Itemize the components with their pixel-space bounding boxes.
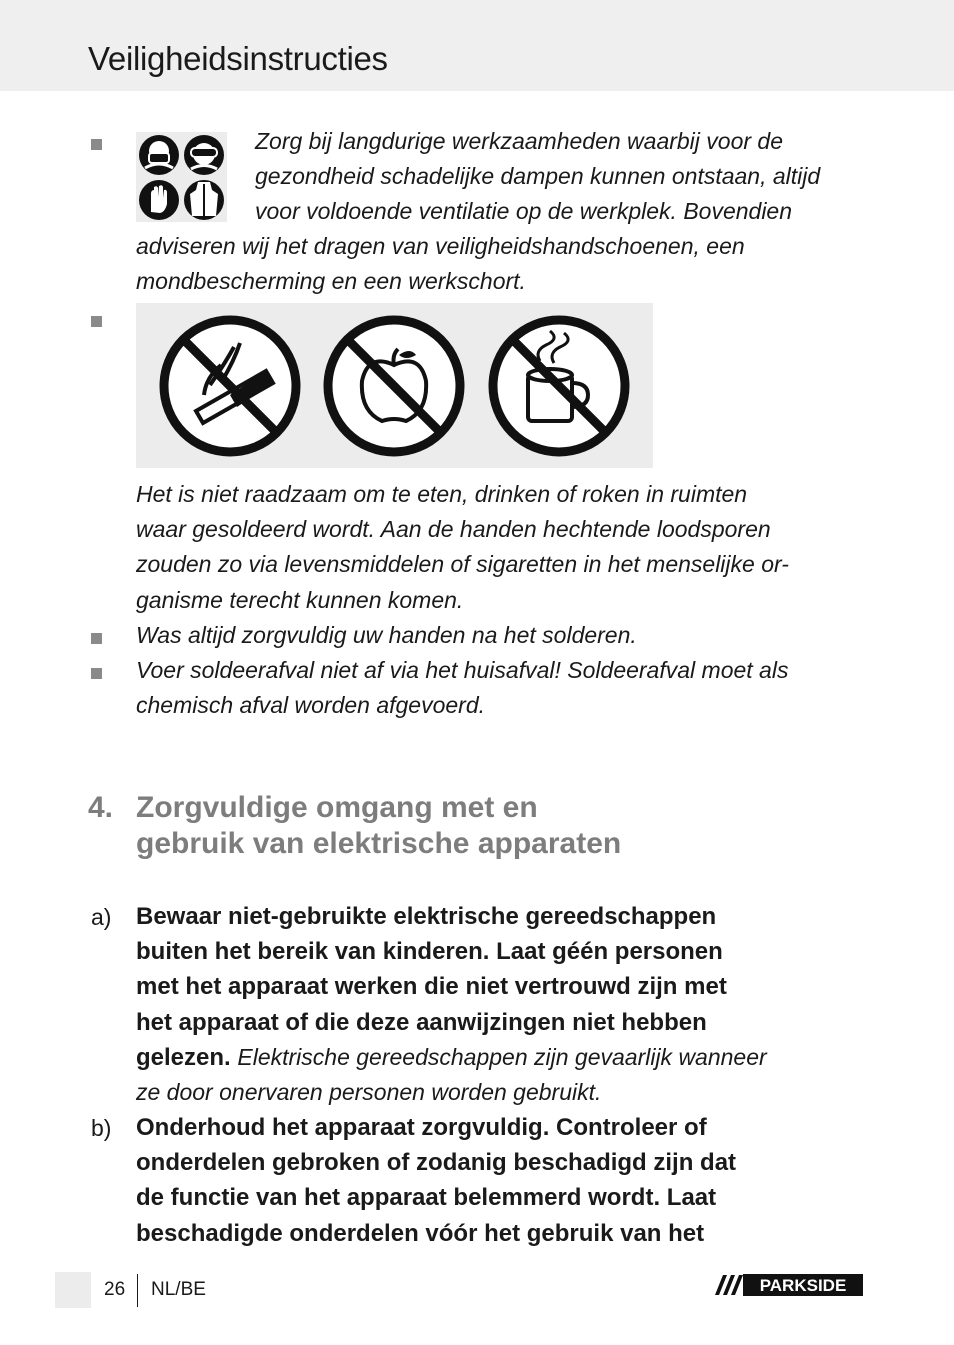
page-number: 26	[104, 1279, 126, 1300]
work-apron-icon	[184, 180, 224, 220]
bullet-marker	[91, 316, 102, 327]
bold-line: met het apparaat werken die niet vertrouwd zijn met	[136, 973, 727, 1001]
bullet-marker	[91, 633, 102, 644]
item-label-a: a)	[91, 904, 112, 930]
parkside-logo	[713, 1274, 863, 1296]
text-line: Zorg bij langdurige werkzaamheden waarbij voor de	[255, 128, 784, 154]
text-line: Voer soldeerafval niet af via het huisafval! Soldeerafval moet als	[136, 657, 789, 683]
text-line: voor voldoende ventilatie op de werkplek. Bovendien	[255, 198, 793, 225]
item-label-b: b)	[91, 1115, 112, 1141]
text-line: mondbescherming en een werkschort.	[136, 268, 526, 295]
item-a-body	[136, 899, 866, 1110]
safety-item-3-text	[136, 618, 637, 653]
section-number: 4.	[88, 791, 114, 824]
page-title: Veiligheidsinstructies	[88, 40, 388, 77]
bold-line: Onderhoud het apparaat zorgvuldig. Controleer of	[136, 1114, 707, 1141]
bold-line: beschadigde onderdelen vóór het gebruik van het	[136, 1219, 705, 1247]
face-mask-icon	[139, 135, 179, 175]
bullet-marker	[91, 668, 102, 679]
bold-fragment: gelezen.	[136, 1043, 231, 1071]
language-code: NL/BE	[151, 1279, 206, 1300]
italic-fragment: Elektrische gereedschappen zijn gevaarlijk wanneer	[237, 1043, 767, 1070]
ppe-icons-panel	[136, 132, 227, 222]
text-line: zouden zo via levensmiddelen of sigaretten in het menselijke or-	[136, 551, 789, 578]
mixed-line	[136, 1040, 866, 1075]
safety-goggles-icon	[184, 135, 224, 175]
text-line: Was altijd zorgvuldig uw handen na het solderen.	[136, 622, 637, 648]
no-eating-icon	[328, 320, 460, 452]
bold-line: Bewaar niet-gebruikte elektrische gereedschappen	[136, 903, 717, 930]
gloves-icon	[139, 180, 179, 220]
safety-item-1-continued	[136, 229, 745, 299]
italic-line: ze door onervaren personen worden gebruikt.	[136, 1079, 602, 1106]
bold-line: buiten het bereik van kinderen. Laat géén personen	[136, 938, 723, 966]
prohibition-signs-panel	[136, 303, 653, 468]
section-title-line: Zorgvuldige omgang met en	[136, 791, 538, 824]
text-line: gezondheid schadelijke dampen kunnen ontstaan, altijd	[255, 163, 821, 190]
text-line: adviseren wij het dragen van veiligheidshandschoenen, een	[136, 233, 745, 259]
text-line: waar gesoldeerd wordt. Aan de handen hechtende loodsporen	[136, 516, 771, 543]
footer-marker-box	[55, 1272, 91, 1308]
section-title	[136, 790, 621, 862]
text-line: chemisch afval worden afgevoerd.	[136, 692, 486, 719]
item-b-body	[136, 1110, 866, 1251]
bold-line: de functie van het apparaat belemmerd wordt. Laat	[136, 1184, 717, 1212]
no-smoking-icon	[164, 320, 296, 452]
bold-line: onderdelen gebroken of zodanig beschadigd zijn dat	[136, 1149, 737, 1177]
section-title-line: gebruik van elektrische apparaten	[136, 827, 622, 860]
text-line: ganisme terecht kunnen komen.	[136, 586, 464, 613]
footer-divider	[137, 1274, 138, 1307]
bullet-marker	[91, 139, 102, 150]
safety-item-1-lines	[255, 124, 820, 230]
brand-name: PARKSIDE	[759, 1276, 847, 1295]
text-line: Het is niet raadzaam om te eten, drinken of roken in ruimten	[136, 481, 748, 507]
no-drinking-icon	[493, 320, 625, 452]
safety-item-4-text	[136, 653, 788, 723]
safety-item-2-text	[136, 477, 789, 618]
bold-line: het apparaat of die deze aanwijzingen niet hebben	[136, 1008, 707, 1036]
